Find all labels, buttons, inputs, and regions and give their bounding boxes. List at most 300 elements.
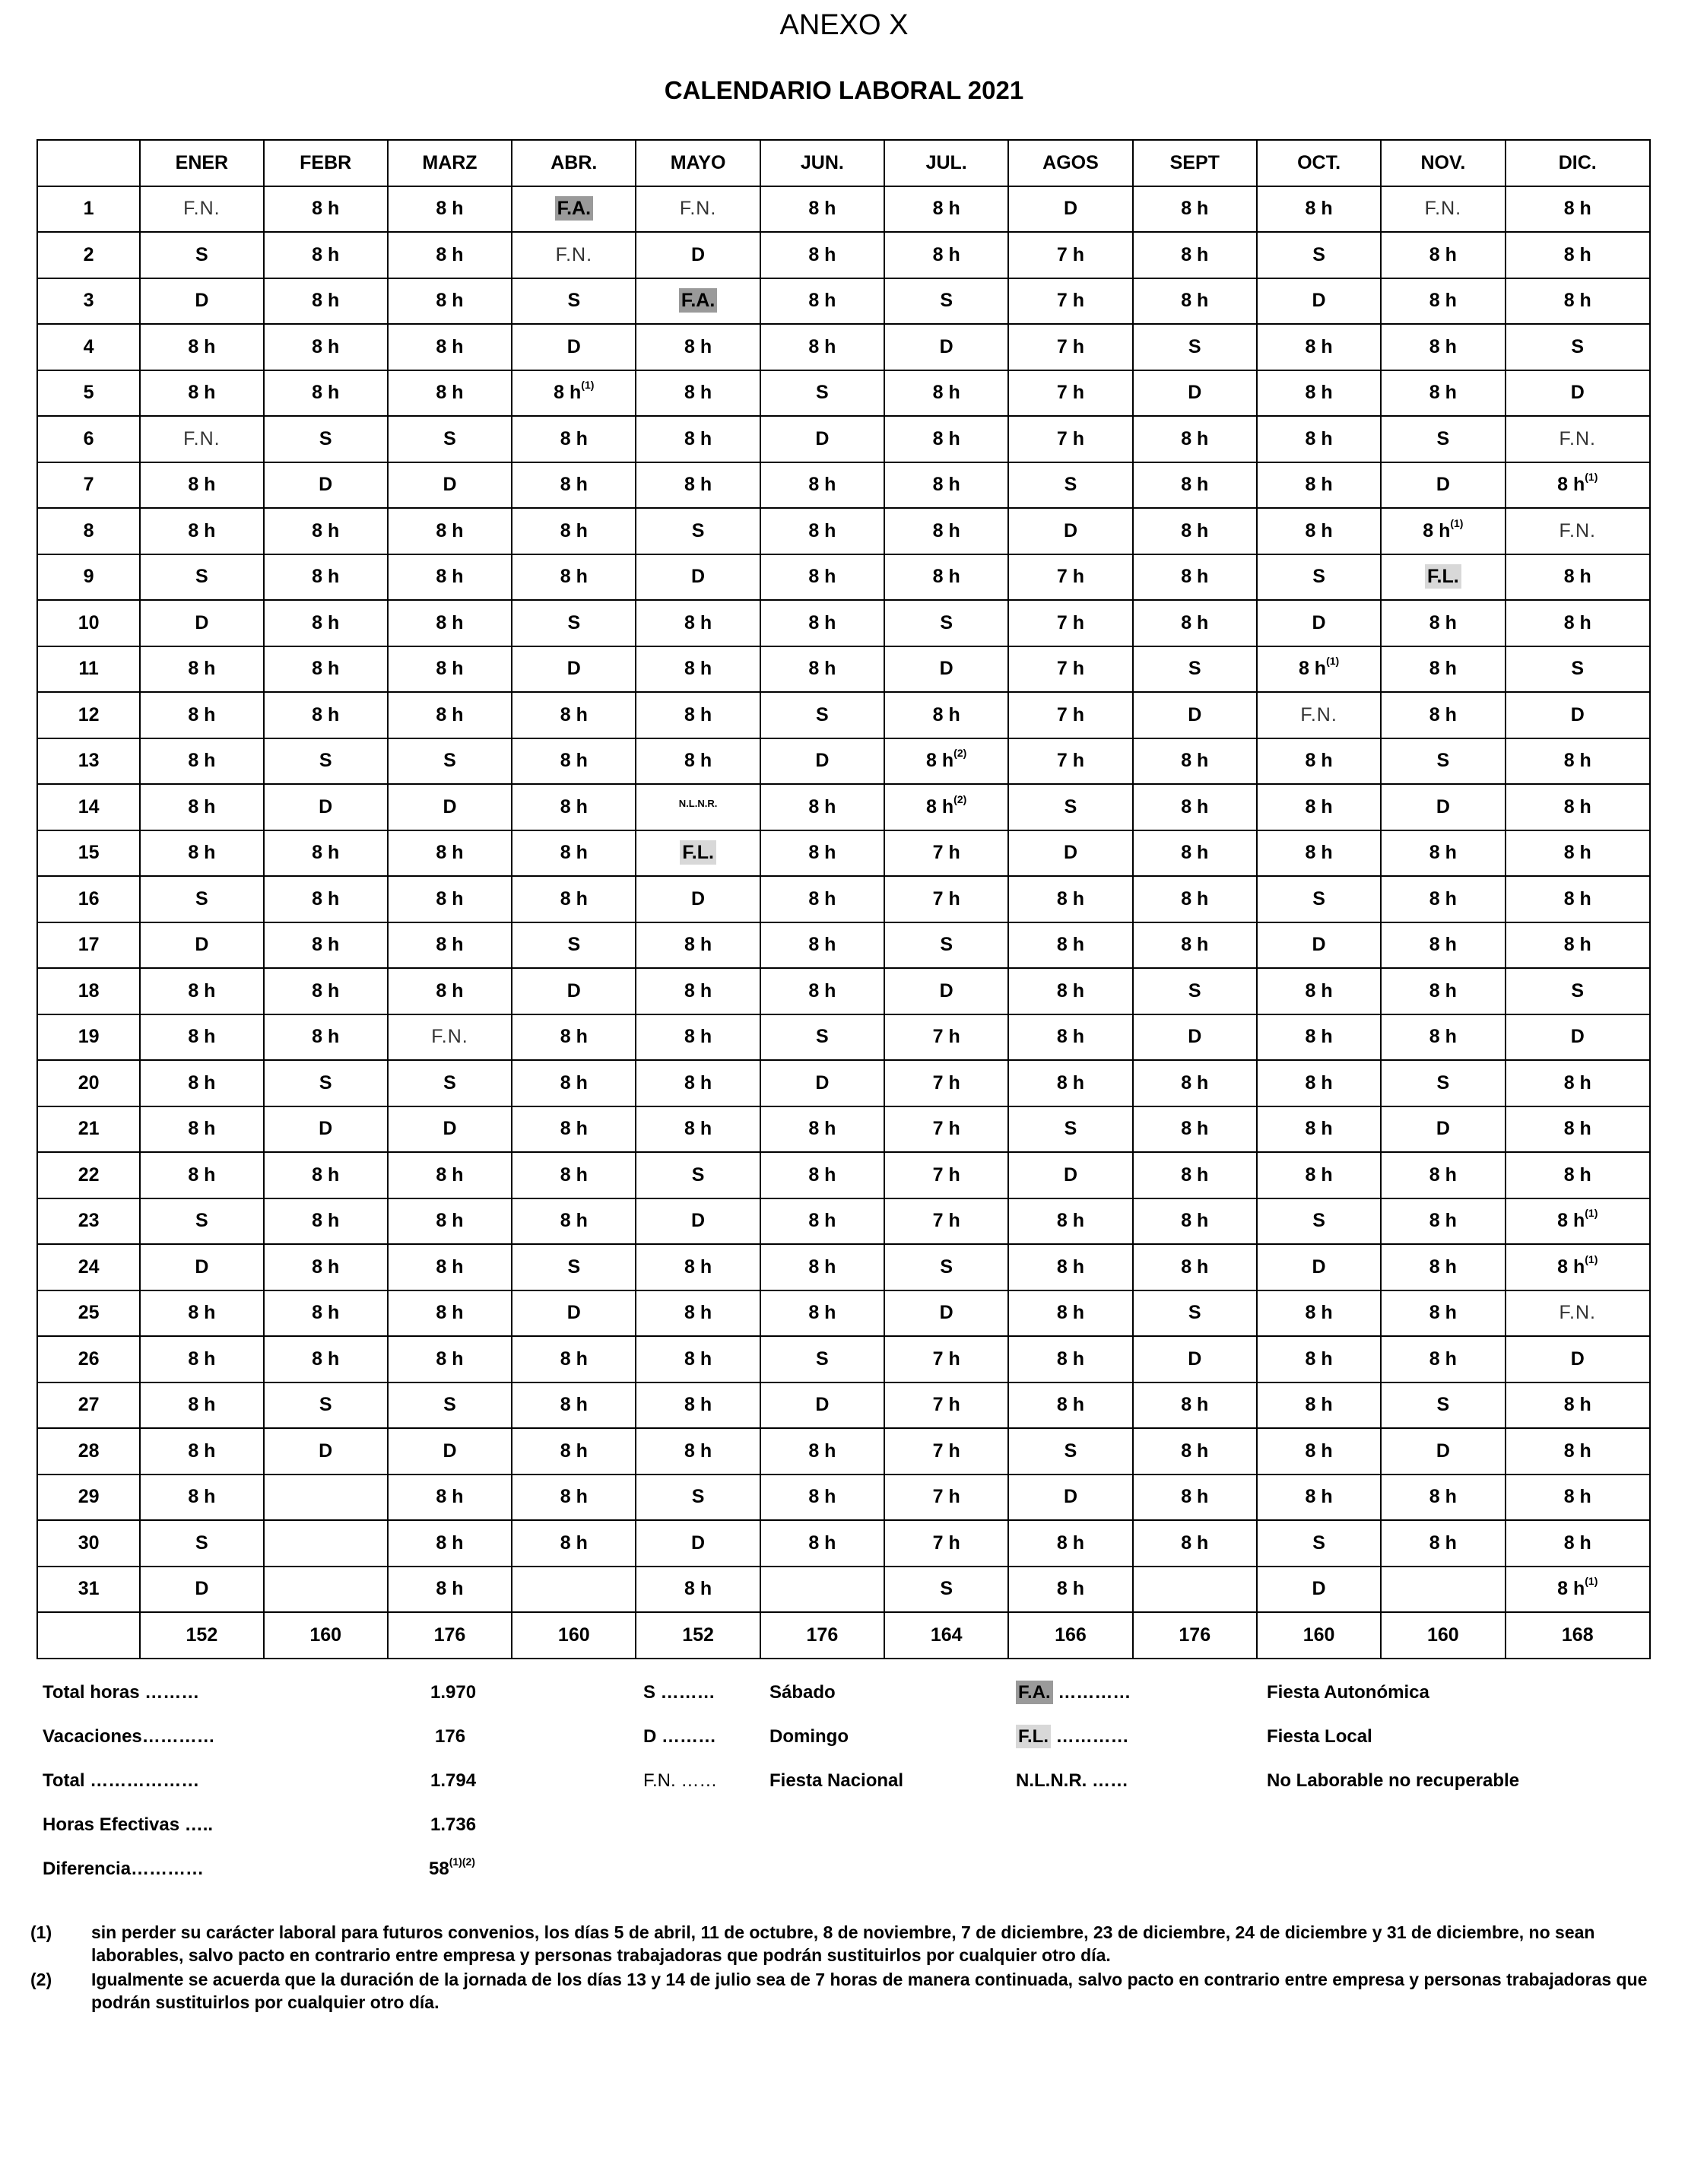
day-cell: 8 h — [264, 692, 388, 738]
day-cell: 8 h — [1257, 324, 1381, 370]
day-cell: S — [140, 554, 263, 601]
footnote-2 — [30, 1968, 1654, 2014]
footnote-1-text: sin perder su carácter laboral para futuros convenios, los días 5 de abril, 11 de octubre, 8 de noviembre, 7 de diciembre, 23 de diciembre, 24 de diciembre y 31 de diciembre, no sean laborables, salvo pacto en contrario entre empresa y personas trabajadoras que podrán sustituirlos por cualquier otro día. — [91, 1922, 1595, 1965]
cell-hours: 8 h — [554, 382, 582, 404]
day-cell: D — [760, 1060, 884, 1106]
day-number: 14 — [37, 784, 140, 830]
day-cell: D — [636, 876, 760, 922]
day-cell: 8 h — [388, 968, 512, 1014]
day-cell: 8 h — [140, 1336, 263, 1382]
day-cell: 8 h — [1133, 462, 1257, 509]
day-cell: D — [264, 1106, 388, 1153]
day-cell: 8 h — [1008, 1567, 1132, 1613]
month-total: 176 — [760, 1612, 884, 1659]
day-cell: S — [1008, 1106, 1132, 1153]
day-cell: S — [1506, 324, 1650, 370]
footnote-ref: (1) — [1585, 1252, 1598, 1265]
day-cell — [1381, 1567, 1505, 1613]
day-cell: D — [264, 1428, 388, 1475]
diferencia-value: 58 — [429, 1859, 449, 1879]
day-cell: S — [760, 1014, 884, 1061]
day-cell: 8 h — [1133, 784, 1257, 830]
day-cell: D — [1008, 508, 1132, 554]
month-header: AGOS — [1008, 140, 1132, 186]
legend-d-abbr: D ……… — [643, 1726, 716, 1747]
day-cell: 8 h — [1381, 1198, 1505, 1245]
day-cell: 8 h — [1257, 508, 1381, 554]
month-header: MARZ — [388, 140, 512, 186]
day-cell: 8 h — [760, 1106, 884, 1153]
day-cell: 8 h — [760, 186, 884, 233]
month-total: 160 — [1381, 1612, 1505, 1659]
day-number: 27 — [37, 1382, 140, 1429]
day-cell: S — [264, 1060, 388, 1106]
day-row — [37, 876, 1650, 922]
day-row — [37, 830, 1650, 877]
day-cell: 8 h — [264, 1290, 388, 1337]
day-cell: 8 h — [1381, 278, 1505, 325]
day-cell: 7 h — [884, 830, 1008, 877]
day-row — [37, 462, 1650, 509]
day-cell: 8 h — [1257, 1290, 1381, 1337]
day-cell: S — [388, 738, 512, 785]
day-cell: 8 h — [1506, 600, 1650, 646]
day-cell: 8 h — [1257, 462, 1381, 509]
day-cell: 8 h — [388, 922, 512, 969]
total-horas-label: Total horas ……… — [43, 1682, 200, 1703]
day-cell: 8 h — [1381, 1244, 1505, 1290]
day-row — [37, 1060, 1650, 1106]
day-row — [37, 278, 1650, 325]
month-header: SEPT — [1133, 140, 1257, 186]
day-number: 2 — [37, 232, 140, 278]
day-cell: 8 h — [1381, 876, 1505, 922]
day-cell: 8 h — [1133, 1520, 1257, 1567]
day-cell: 8 h — [760, 646, 884, 693]
day-cell: D — [884, 1290, 1008, 1337]
day-cell: 8 h — [636, 1567, 760, 1613]
legend-s-desc: Sábado — [769, 1682, 836, 1703]
legend-fa-abbr: F.A. — [1016, 1681, 1053, 1704]
footnote-ref: (2) — [953, 792, 967, 805]
day-cell: D — [140, 278, 263, 325]
day-cell: 8 h — [388, 1198, 512, 1245]
day-cell: S — [884, 922, 1008, 969]
day-number: 5 — [37, 370, 140, 417]
day-cell: F.N. — [1506, 1290, 1650, 1337]
day-cell: 8 h — [140, 1290, 263, 1337]
day-cell: S — [636, 1152, 760, 1198]
fiesta-local-mark: F.L. — [1425, 564, 1461, 589]
day-cell: S — [1506, 968, 1650, 1014]
day-cell: 7 h — [1008, 738, 1132, 785]
day-cell: 8 h — [760, 1198, 884, 1245]
day-cell: 8 h — [636, 324, 760, 370]
day-cell: D — [1257, 1244, 1381, 1290]
day-number: 21 — [37, 1106, 140, 1153]
day-cell: 8 h — [1506, 232, 1650, 278]
day-cell: 8 h — [1133, 186, 1257, 233]
page-title: CALENDARIO LABORAL 2021 — [664, 76, 1024, 104]
day-cell: S — [1008, 1428, 1132, 1475]
day-cell: 8 h — [264, 278, 388, 325]
day-cell: D — [1381, 1106, 1505, 1153]
day-cell: 8 h — [1008, 1382, 1132, 1429]
day-cell: 8 h — [1008, 922, 1132, 969]
day-cell: S — [1381, 416, 1505, 462]
day-cell: 8 h — [388, 278, 512, 325]
day-cell: D — [264, 462, 388, 509]
day-cell: 8 h — [760, 1520, 884, 1567]
day-cell: 8 h — [1133, 876, 1257, 922]
day-cell — [1381, 508, 1505, 554]
month-total: 164 — [884, 1612, 1008, 1659]
day-cell: 8 h — [760, 600, 884, 646]
day-cell: 8 h — [512, 1336, 636, 1382]
day-cell: F.N. — [1506, 416, 1650, 462]
footnote-1 — [30, 1921, 1654, 1967]
day-row — [37, 554, 1650, 601]
day-cell: 8 h — [1381, 1336, 1505, 1382]
day-row — [37, 1014, 1650, 1061]
day-cell: S — [388, 416, 512, 462]
day-cell: D — [1133, 692, 1257, 738]
day-cell: 8 h — [1257, 1106, 1381, 1153]
day-cell: 8 h — [1381, 600, 1505, 646]
day-cell: 8 h — [512, 1152, 636, 1198]
calendar-table — [36, 139, 1651, 1659]
day-cell: 8 h — [1133, 554, 1257, 601]
day-cell: 8 h — [140, 1428, 263, 1475]
day-cell: 8 h — [140, 508, 263, 554]
day-cell: 8 h — [1133, 1198, 1257, 1245]
summary-section — [43, 1682, 1655, 1910]
day-cell: 8 h — [264, 646, 388, 693]
day-number: 7 — [37, 462, 140, 509]
day-cell: D — [760, 1382, 884, 1429]
day-row — [37, 1567, 1650, 1613]
day-cell: 8 h — [388, 876, 512, 922]
day-cell: S — [1381, 738, 1505, 785]
month-total: 152 — [140, 1612, 263, 1659]
day-cell: S — [1133, 646, 1257, 693]
day-cell: S — [884, 1567, 1008, 1613]
day-cell: 8 h — [512, 1198, 636, 1245]
day-cell — [264, 1475, 388, 1521]
day-cell: 8 h — [1133, 1244, 1257, 1290]
day-number: 9 — [37, 554, 140, 601]
day-cell: 8 h — [264, 1336, 388, 1382]
day-cell: 8 h — [1133, 416, 1257, 462]
summary-row-total — [43, 1770, 1655, 1801]
cell-hours: 8 h — [1298, 658, 1327, 680]
day-row — [37, 738, 1650, 785]
day-cell — [1506, 1244, 1650, 1290]
day-cell: 7 h — [1008, 232, 1132, 278]
vacaciones-value: 176 — [435, 1726, 466, 1747]
day-cell: 8 h — [264, 600, 388, 646]
day-cell: S — [884, 1244, 1008, 1290]
day-cell: 8 h — [264, 830, 388, 877]
month-header: FEBR — [264, 140, 388, 186]
day-cell: 8 h — [1008, 876, 1132, 922]
day-cell: 8 h — [140, 692, 263, 738]
day-cell: 8 h — [1133, 1428, 1257, 1475]
footnote-2-number: (2) — [30, 1970, 52, 1989]
footnote-ref: (1) — [1585, 1207, 1598, 1220]
day-cell: 8 h — [1133, 232, 1257, 278]
day-cell: 8 h — [512, 1382, 636, 1429]
day-cell: 8 h — [1381, 692, 1505, 738]
day-cell: 8 h — [1506, 830, 1650, 877]
day-cell: 8 h — [1506, 1382, 1650, 1429]
day-cell: F.N. — [636, 186, 760, 233]
day-cell: 8 h — [1133, 922, 1257, 969]
day-cell: D — [884, 324, 1008, 370]
day-row — [37, 1475, 1650, 1521]
day-cell: 8 h — [1133, 600, 1257, 646]
day-cell: 8 h — [1506, 186, 1650, 233]
day-cell: S — [1008, 784, 1132, 830]
day-cell — [512, 186, 636, 233]
footnote-ref: (1) — [1450, 516, 1464, 529]
day-cell: 8 h — [264, 370, 388, 417]
day-cell: 8 h — [264, 508, 388, 554]
annex-label: ANEXO X — [779, 9, 909, 41]
day-cell: 8 h — [636, 922, 760, 969]
day-cell: 8 h — [1133, 278, 1257, 325]
month-header: OCT. — [1257, 140, 1381, 186]
day-cell: 8 h — [1381, 324, 1505, 370]
summary-row-horas-efectivas — [43, 1814, 1655, 1845]
day-cell: 8 h — [512, 1428, 636, 1475]
day-cell: S — [1257, 876, 1381, 922]
day-cell: 8 h — [1257, 1336, 1381, 1382]
day-row — [37, 1152, 1650, 1198]
day-cell: F.N. — [140, 186, 263, 233]
day-row — [37, 922, 1650, 969]
day-cell — [512, 370, 636, 417]
legend-fn-desc: Fiesta Nacional — [769, 1770, 904, 1791]
day-cell: 8 h — [388, 186, 512, 233]
day-cell: D — [636, 1520, 760, 1567]
day-cell: 7 h — [884, 1428, 1008, 1475]
day-cell: 8 h — [760, 922, 884, 969]
day-cell: 8 h — [1257, 1060, 1381, 1106]
day-cell: 8 h — [264, 1152, 388, 1198]
day-cell: 8 h — [636, 1060, 760, 1106]
diferencia-label: Diferencia………… — [43, 1859, 205, 1879]
day-cell: 8 h — [636, 1382, 760, 1429]
day-cell: S — [884, 278, 1008, 325]
day-cell — [636, 278, 760, 325]
day-number: 11 — [37, 646, 140, 693]
day-cell: 8 h — [140, 646, 263, 693]
day-cell: 8 h — [1506, 1106, 1650, 1153]
day-cell: D — [1506, 1336, 1650, 1382]
day-cell: 7 h — [884, 1336, 1008, 1382]
day-cell: 8 h — [1257, 186, 1381, 233]
day-row — [37, 1198, 1650, 1245]
day-cell: 8 h — [636, 462, 760, 509]
day-cell: 8 h — [1381, 370, 1505, 417]
day-cell: 8 h — [1257, 968, 1381, 1014]
day-number: 1 — [37, 186, 140, 233]
day-cell: 8 h — [140, 1382, 263, 1429]
day-cell — [760, 1567, 884, 1613]
day-cell: 7 h — [884, 1106, 1008, 1153]
day-cell: 8 h — [1381, 1475, 1505, 1521]
day-cell — [1133, 1567, 1257, 1613]
day-cell: 7 h — [884, 1198, 1008, 1245]
day-cell: 8 h — [1133, 508, 1257, 554]
day-cell: S — [140, 876, 263, 922]
day-cell: 7 h — [1008, 692, 1132, 738]
day-row — [37, 1244, 1650, 1290]
day-cell: D — [1257, 600, 1381, 646]
month-total: 152 — [636, 1612, 760, 1659]
day-cell: 8 h — [512, 692, 636, 738]
day-cell: D — [1008, 1475, 1132, 1521]
day-cell: 8 h — [1257, 416, 1381, 462]
footnote-1-number: (1) — [30, 1922, 52, 1942]
total-horas-value: 1.970 — [430, 1682, 477, 1703]
day-cell: 7 h — [1008, 600, 1132, 646]
day-cell: D — [884, 646, 1008, 693]
month-total: 166 — [1008, 1612, 1132, 1659]
day-row — [37, 186, 1650, 233]
cell-hours: 8 h — [1557, 1578, 1585, 1600]
day-number: 22 — [37, 1152, 140, 1198]
day-number: 19 — [37, 1014, 140, 1061]
day-cell: 8 h — [388, 1336, 512, 1382]
day-cell: S — [264, 416, 388, 462]
day-cell: 8 h — [760, 324, 884, 370]
day-cell: S — [140, 232, 263, 278]
day-cell: 8 h — [388, 692, 512, 738]
legend-d-desc: Domingo — [769, 1726, 849, 1747]
day-cell: 8 h — [760, 554, 884, 601]
day-cell: S — [264, 738, 388, 785]
day-cell: S — [140, 1198, 263, 1245]
day-cell: D — [760, 738, 884, 785]
day-cell: 8 h — [1506, 1475, 1650, 1521]
day-cell: 8 h — [1506, 278, 1650, 325]
day-cell: 7 h — [1008, 416, 1132, 462]
day-cell: S — [1257, 1520, 1381, 1567]
day-cell: 8 h — [884, 692, 1008, 738]
day-cell: 8 h — [1506, 1152, 1650, 1198]
diferencia-footnote-ref: (1)(2) — [449, 1855, 475, 1868]
vacaciones-label: Vacaciones………… — [43, 1726, 215, 1747]
day-cell: 8 h — [636, 600, 760, 646]
day-cell: 7 h — [1008, 646, 1132, 693]
day-cell: 8 h — [636, 1244, 760, 1290]
day-cell: S — [512, 1244, 636, 1290]
nlnr-mark: N.L.N.R. — [678, 797, 718, 809]
day-cell: D — [1257, 922, 1381, 969]
day-cell: 8 h — [140, 370, 263, 417]
day-cell: 8 h — [884, 370, 1008, 417]
day-number: 6 — [37, 416, 140, 462]
day-number: 25 — [37, 1290, 140, 1337]
day-cell: 7 h — [884, 1014, 1008, 1061]
day-cell: D — [140, 600, 263, 646]
day-cell: S — [636, 508, 760, 554]
day-cell: 8 h — [264, 1244, 388, 1290]
day-cell: 8 h — [1008, 1060, 1132, 1106]
day-number: 26 — [37, 1336, 140, 1382]
total-label: Total ……………… — [43, 1770, 200, 1791]
totals-row — [37, 1612, 1650, 1659]
day-row — [37, 1520, 1650, 1567]
day-cell: 8 h — [1008, 1520, 1132, 1567]
day-cell: 8 h — [884, 232, 1008, 278]
legend-fl-dots: ………… — [1051, 1726, 1129, 1747]
day-cell: 7 h — [1008, 324, 1132, 370]
day-cell: 8 h — [264, 1198, 388, 1245]
day-cell: 8 h — [1381, 1290, 1505, 1337]
day-cell: 8 h — [760, 1428, 884, 1475]
legend-fl-desc: Fiesta Local — [1267, 1726, 1372, 1747]
day-cell: S — [760, 1336, 884, 1382]
day-row — [37, 784, 1650, 830]
day-cell: D — [1506, 370, 1650, 417]
legend-fa-desc: Fiesta Autonómica — [1267, 1682, 1429, 1703]
month-header: DIC. — [1506, 140, 1650, 186]
day-cell: 8 h — [1133, 1152, 1257, 1198]
day-cell: 8 h — [512, 416, 636, 462]
day-cell: D — [636, 232, 760, 278]
day-cell: D — [388, 784, 512, 830]
day-number: 13 — [37, 738, 140, 785]
day-cell: 8 h — [760, 1475, 884, 1521]
day-number: 17 — [37, 922, 140, 969]
day-cell: 7 h — [1008, 370, 1132, 417]
day-cell: 8 h — [884, 508, 1008, 554]
day-cell: S — [760, 692, 884, 738]
day-row — [37, 692, 1650, 738]
cell-hours: 8 h — [1423, 519, 1451, 541]
day-cell: D — [1257, 1567, 1381, 1613]
day-cell — [512, 1567, 636, 1613]
header-row — [37, 140, 1650, 186]
day-cell: 8 h — [1133, 1106, 1257, 1153]
day-cell: 8 h — [760, 462, 884, 509]
day-cell: 8 h — [388, 1244, 512, 1290]
day-cell: 8 h — [388, 1567, 512, 1613]
day-cell: 8 h — [1008, 1336, 1132, 1382]
day-cell: D — [388, 1428, 512, 1475]
day-cell: 8 h — [388, 830, 512, 877]
day-cell: 8 h — [264, 922, 388, 969]
day-cell: 8 h — [1257, 370, 1381, 417]
day-cell: S — [264, 1382, 388, 1429]
summary-row-total-horas — [43, 1682, 1655, 1713]
day-cell: 8 h — [636, 1290, 760, 1337]
legend-s-abbr: S ……… — [643, 1682, 715, 1703]
day-cell: 8 h — [140, 830, 263, 877]
legend-nlnr-abbr: N.L.N.R. …… — [1016, 1770, 1128, 1791]
day-cell: 8 h — [512, 508, 636, 554]
fiesta-local-mark: F.L. — [680, 840, 716, 865]
footnotes — [30, 1921, 1654, 2015]
day-cell: D — [1381, 1428, 1505, 1475]
day-row — [37, 1428, 1650, 1475]
day-cell: 8 h — [760, 1152, 884, 1198]
day-cell: 7 h — [884, 876, 1008, 922]
day-row — [37, 1382, 1650, 1429]
